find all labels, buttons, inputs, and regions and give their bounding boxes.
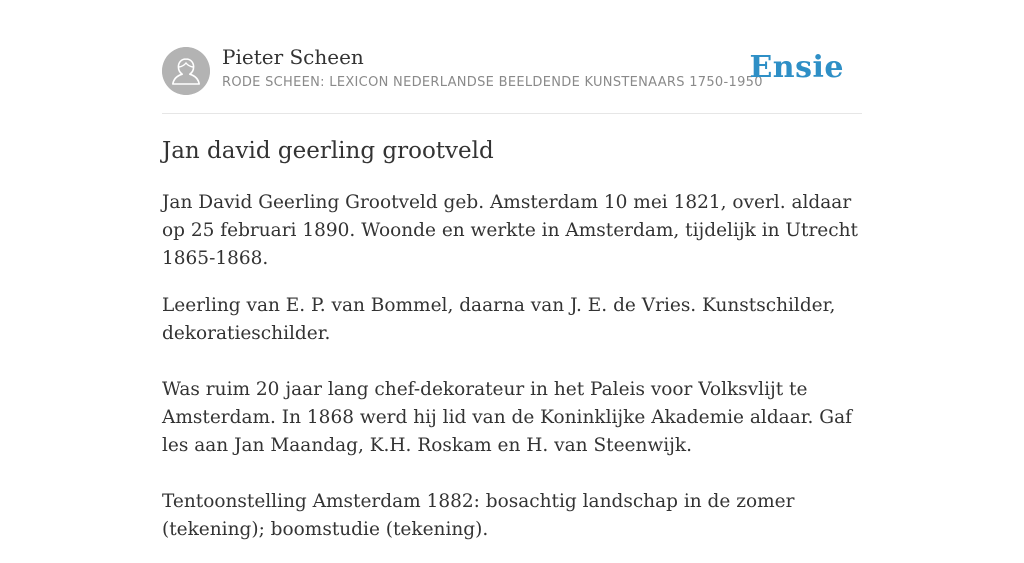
author-avatar[interactable] [162,47,210,95]
paragraph-career: Was ruim 20 jaar lang chef-dekorateur in het Paleis voor Volksvlijt te Amsterdam. In 1868 werd hij lid van de Koninklijke Akademie aldaar. Gaf les aan Jan Maandag, K.H. Roskam en H. van Steenwijk. [162,379,852,456]
ensie-logo[interactable]: Ensie [749,50,844,85]
article-body [162,189,862,563]
paragraph-exhibition: Tentoonstelling Amsterdam 1882: bosachtig landschap in de zomer (tekening); boomstudie (tekening). [162,491,795,540]
user-icon [162,47,210,95]
article-title: Jan david geerling grootveld [162,138,494,164]
source-title[interactable]: RODE SCHEEN: LEXICON NEDERLANDSE BEELDENDE KUNSTENAARS 1750-1950 [222,75,763,90]
paragraph-biography: Jan David Geerling Grootveld geb. Amsterdam 10 mei 1821, overl. aldaar op 25 februari 1890. Woonde en werkte in Amsterdam, tijdelijk in Utrecht 1865-1868. [162,192,858,269]
article-header [162,0,862,114]
page-container [162,0,862,540]
author-name[interactable]: Pieter Scheen [222,45,364,69]
paragraph-training: Leerling van E. P. van Bommel, daarna van J. E. de Vries. Kunstschilder, dekoratieschilder. [162,295,836,344]
